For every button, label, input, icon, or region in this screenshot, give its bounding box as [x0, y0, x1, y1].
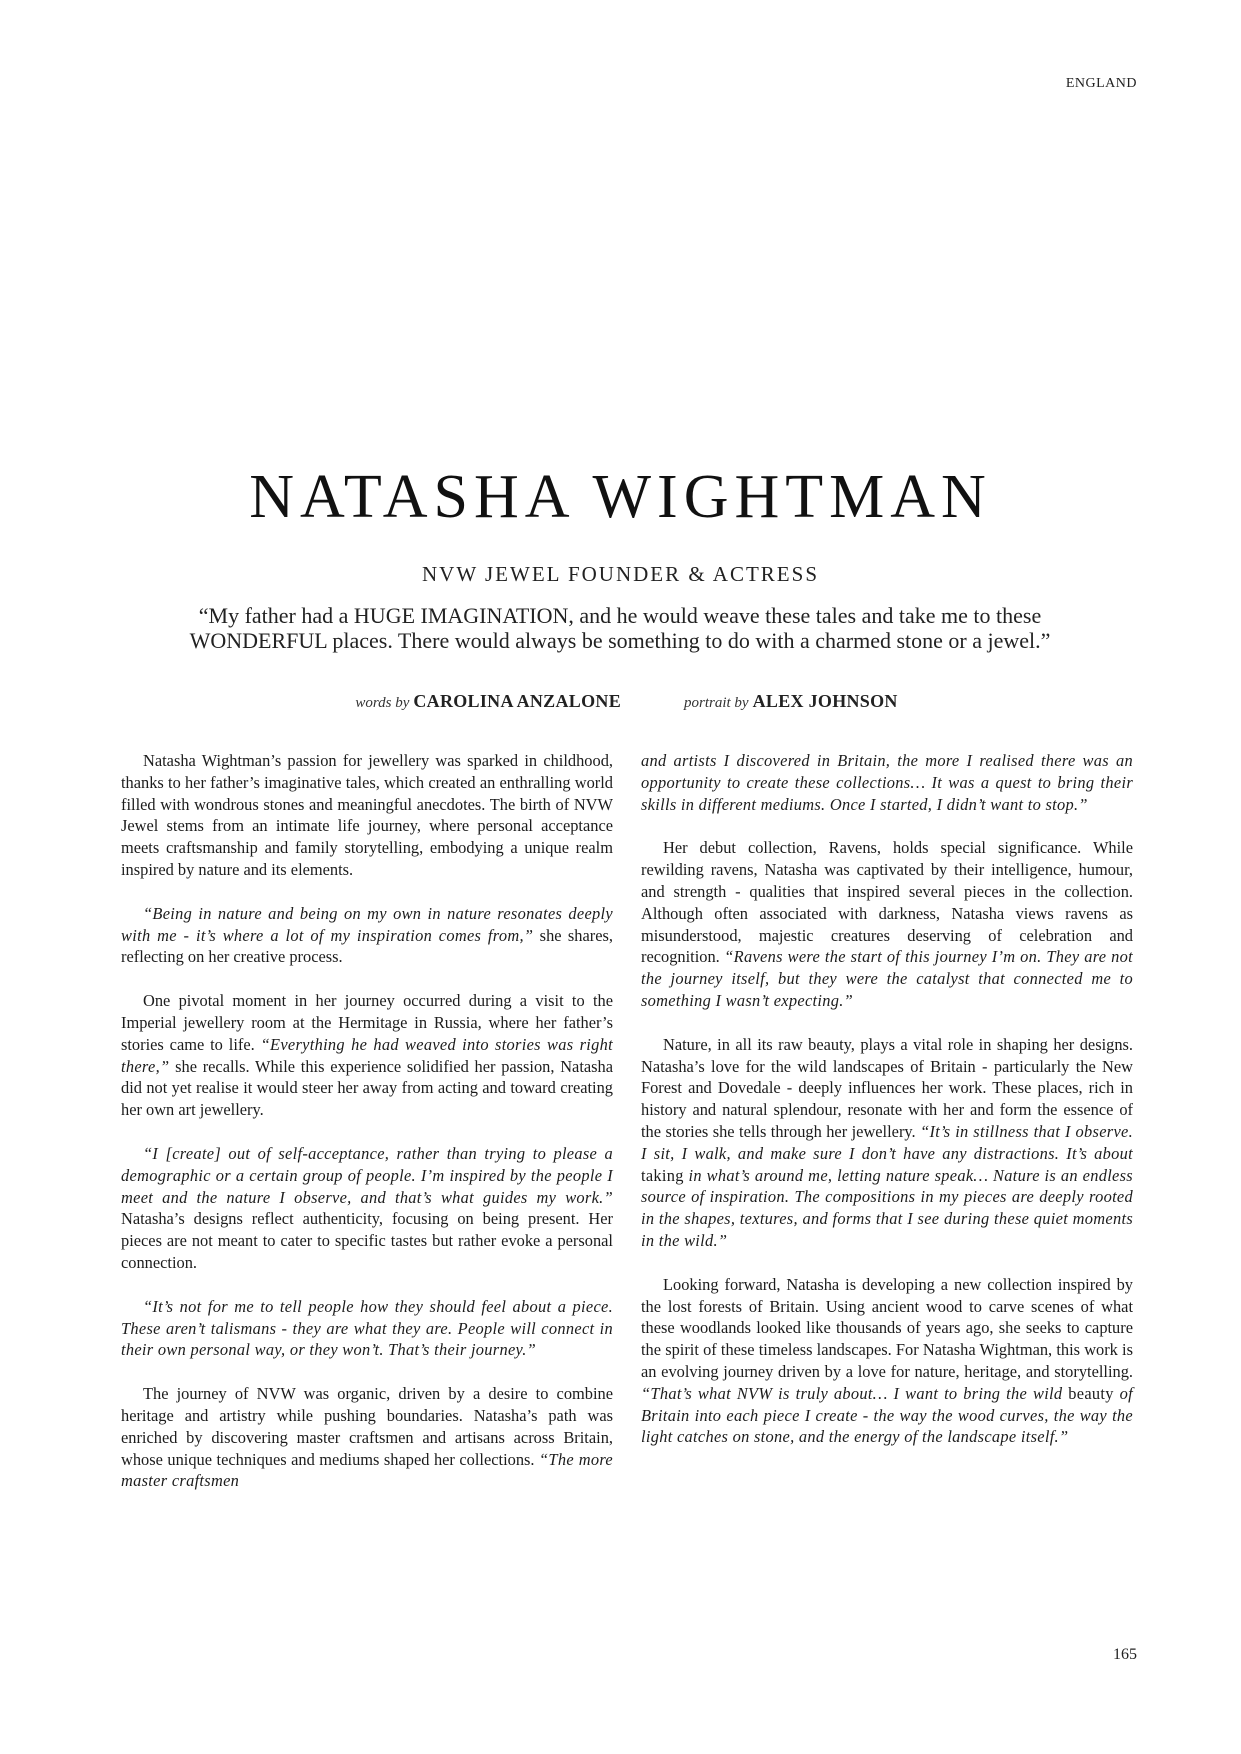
paragraph	[121, 1143, 613, 1274]
portrait-credit	[684, 691, 898, 712]
quote: “That’s what NVW is truly about… I want to bring the wild beauty of Britain into each piece I create - the way the wood curves, the way the light catches on stone, and the energy of the landscape itself.”	[641, 1383, 1134, 1447]
quote: “I [create] out of self-acceptance, rather than trying to please a demographic or a certain group of people. I’m inspired by the people I meet and the nature I observe, and that’s what guides my work.”	[121, 1143, 613, 1207]
body-column-left	[121, 750, 613, 1514]
article-title: NATASHA WIGHTMAN	[249, 463, 992, 531]
paragraph: Natasha Wightman’s passion for jewellery was sparked in childhood, thanks to her father’s imaginative tales, which created an enthralling world filled with wondrous stones and meaningful anecdotes. The birth of NVW Jewel stems from an intimate life journey, where personal acceptance meets craftsmanship and family storytelling, embodying a unique realm inspired by nature and its elements.	[121, 751, 613, 879]
pull-quote-line-2: WONDERFUL places. There would always be something to do with a charmed stone or a jewel.”	[189, 628, 1051, 653]
pull-quote	[120, 603, 1120, 653]
paragraph-text: Nature, in all its raw beauty, plays a vital role in shaping her designs. Natasha’s love for the wild landscapes of Britain - particularly the New Forest and Dovedale - deeply influences her work. These places, rich in history and natural splendour, resonate with her and form the essence of the stories she tells through her jewellery.	[641, 1034, 1133, 1141]
quote: “The more master craftsmen	[121, 1449, 614, 1491]
paragraph-text: Natasha’s designs reflect authenticity, focusing on being present. Her pieces are not meant to cater to specific tastes but rather evoke a personal connection.	[121, 1209, 613, 1272]
section-label: ENGLAND	[1065, 76, 1137, 91]
quote: “It’s not for me to tell people how they should feel about a piece. These aren’t talismans - they are what they are. People will connect in their own personal way, or they won’t. That’s their journey.”	[121, 1296, 613, 1360]
portrait-author: ALEX JOHNSON	[752, 691, 898, 711]
words-label: words by	[355, 695, 410, 711]
paragraph-text: Her debut collection, Ravens, holds special significance. While rewilding ravens, Natasha was captivated by their intelligence, humour, and strength - qualities that inspired several pieces in the collection. Although often associated with darkness, Natasha views ravens as misunderstood, majestic creatures deserving of celebration and recognition.	[641, 838, 1133, 967]
quote: and artists I discovered in Britain, the more I realised there was an opportunity to create these collections… It was a quest to bring their skills in different mediums. Once I started, I didn’t want to stop.”	[641, 751, 1133, 814]
quote: “Ravens were the start of this journey I’m on. They are not the journey itself, but they were the catalyst that connected me to something I wasn’t expecting.”	[641, 947, 1134, 1010]
paragraph	[641, 1034, 1133, 1252]
portrait-label: portrait by	[684, 695, 749, 711]
paragraph-text: Looking forward, Natasha is developing a new collection inspired by the lost forests of Britain. Using ancient wood to carve scenes of what these woodlands looked like thousands of years ago, she seeks to capture the spirit of these timeless landscapes. For Natasha Wightman, this work is an evolving journey driven by a love for nature, heritage, and storytelling.	[641, 1274, 1133, 1381]
paragraph	[121, 1383, 613, 1492]
page-number: 165	[1113, 1646, 1137, 1663]
quote: “It’s in stillness that I observe. I sit, I walk, and make sure I don’t have any distractions. It’s about taking in what’s around me, letting nature speak… Nature is an endless source of inspiration. The compositions in my pieces are deeply rooted in the shapes, textures, and forms that I see during these quiet moments in the wild.”	[641, 1121, 1134, 1250]
paragraph	[641, 837, 1133, 1011]
paragraph-text: The journey of NVW was organic, driven by a desire to combine heritage and artistry while pushing boundaries. Natasha’s path was enriched by discovering master craftsmen and artisans across Britain, whose unique techniques and mediums shaped her collections.	[121, 1384, 613, 1469]
paragraph	[121, 990, 613, 1121]
quote: “Being in nature and being on my own in nature resonates deeply with me - it’s where a lot of my inspiration comes from,”	[121, 903, 613, 945]
byline	[0, 691, 1241, 713]
words-credit	[355, 691, 621, 712]
article-subtitle: NVW JEWEL FOUNDER & ACTRESS	[421, 562, 819, 586]
paragraph-text: she shares, reflecting on her creative process.	[121, 925, 613, 967]
paragraph	[121, 903, 613, 968]
paragraph	[641, 1274, 1133, 1448]
paragraph	[121, 1296, 613, 1361]
quote: “Everything he had weaved into stories was right there,”	[121, 1034, 613, 1076]
paragraph-text: One pivotal moment in her journey occurred during a visit to the Imperial jewellery room at the Hermitage in Russia, where her father’s stories came to life.	[121, 991, 613, 1054]
words-author: CAROLINA ANZALONE	[413, 691, 621, 711]
paragraph-continued	[641, 750, 1133, 815]
paragraph-text: she recalls. While this experience solidified her passion, Natasha did not yet realise it would steer her away from acting and toward creating her own art jewellery.	[121, 1056, 613, 1120]
pull-quote-line-1: “My father had a HUGE IMAGINATION, and he would weave these tales and take me to these	[198, 603, 1042, 628]
body-column-right	[641, 750, 1133, 1470]
